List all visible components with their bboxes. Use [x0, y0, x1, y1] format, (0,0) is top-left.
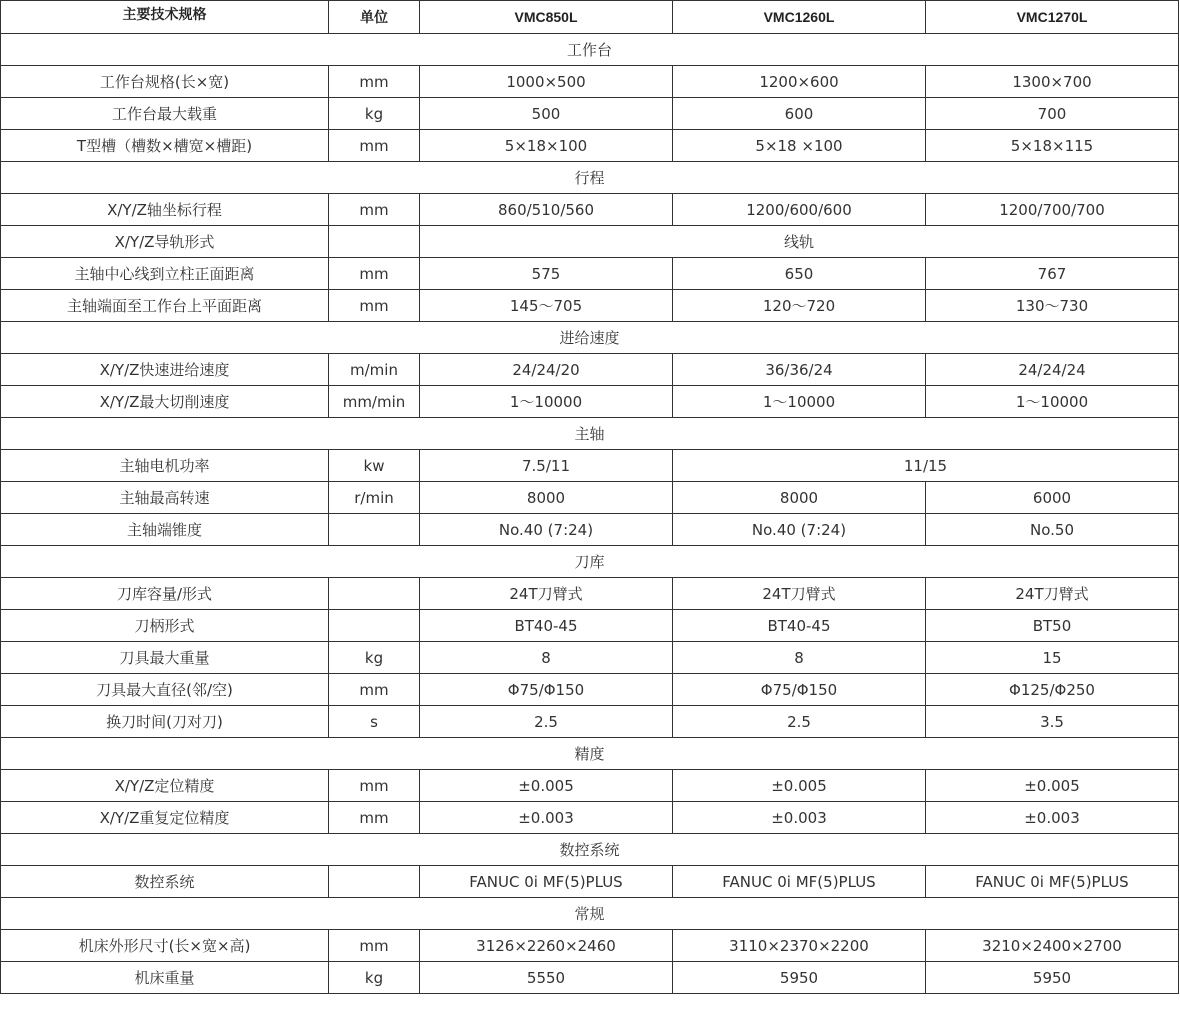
table-row	[1, 450, 1179, 482]
section-row	[1, 162, 1179, 194]
unit-cell: m/min	[329, 354, 420, 386]
spec-label: 数控系统	[1, 866, 329, 898]
value-cell: 1200/600/600	[673, 194, 926, 226]
section-title: 工作台	[1, 34, 1179, 66]
spec-label: 换刀时间(刀对刀)	[1, 706, 329, 738]
unit-cell: mm	[329, 290, 420, 322]
spec-label: 机床重量	[1, 962, 329, 994]
value-cell: 500	[420, 98, 673, 130]
value-cell: 15	[926, 642, 1179, 674]
table-row	[1, 578, 1179, 610]
table-row	[1, 386, 1179, 418]
spec-label: 主轴电机功率	[1, 450, 329, 482]
spec-label: 刀柄形式	[1, 610, 329, 642]
value-cell: 11/15	[673, 450, 1179, 482]
value-cell: 24/24/24	[926, 354, 1179, 386]
unit-cell: mm	[329, 66, 420, 98]
spec-label: 主轴中心线到立柱正面距离	[1, 258, 329, 290]
spec-label: X/Y/Z最大切削速度	[1, 386, 329, 418]
value-cell: 650	[673, 258, 926, 290]
value-cell: 1300×700	[926, 66, 1179, 98]
unit-cell: mm	[329, 194, 420, 226]
value-cell: 5×18 ×100	[673, 130, 926, 162]
value-cell: 1～10000	[673, 386, 926, 418]
value-cell: 2.5	[673, 706, 926, 738]
value-cell: 130～730	[926, 290, 1179, 322]
spec-label: X/Y/Z导轨形式	[1, 226, 329, 258]
unit-cell: r/min	[329, 482, 420, 514]
unit-cell	[329, 226, 420, 258]
value-cell: 线轨	[420, 226, 1179, 258]
value-cell: 3110×2370×2200	[673, 930, 926, 962]
table-row	[1, 98, 1179, 130]
unit-cell	[329, 514, 420, 546]
header-unit: 单位	[329, 1, 420, 34]
value-cell: No.40 (7:24)	[673, 514, 926, 546]
section-row	[1, 898, 1179, 930]
value-cell: 8000	[673, 482, 926, 514]
value-cell: 120～720	[673, 290, 926, 322]
table-row	[1, 66, 1179, 98]
table-row	[1, 258, 1179, 290]
spec-label: 刀具最大重量	[1, 642, 329, 674]
value-cell: 767	[926, 258, 1179, 290]
section-title: 常规	[1, 898, 1179, 930]
value-cell: ±0.005	[673, 770, 926, 802]
unit-cell: mm	[329, 130, 420, 162]
value-cell: BT40-45	[673, 610, 926, 642]
value-cell: 1200×600	[673, 66, 926, 98]
section-title: 数控系统	[1, 834, 1179, 866]
section-row	[1, 738, 1179, 770]
table-row	[1, 130, 1179, 162]
table-row	[1, 866, 1179, 898]
unit-cell: mm/min	[329, 386, 420, 418]
value-cell: 860/510/560	[420, 194, 673, 226]
unit-cell: kg	[329, 962, 420, 994]
header-model-vmc1270l: VMC1270L	[926, 1, 1179, 34]
value-cell: 3126×2260×2460	[420, 930, 673, 962]
value-cell: 36/36/24	[673, 354, 926, 386]
table-row	[1, 962, 1179, 994]
value-cell: Φ75/Φ150	[420, 674, 673, 706]
header-row	[1, 1, 1179, 34]
table-row	[1, 674, 1179, 706]
header-model-vmc1260l: VMC1260L	[673, 1, 926, 34]
table-row	[1, 290, 1179, 322]
value-cell: 575	[420, 258, 673, 290]
section-row	[1, 546, 1179, 578]
table-row	[1, 706, 1179, 738]
value-cell: ±0.003	[673, 802, 926, 834]
value-cell: FANUC 0i MF(5)PLUS	[926, 866, 1179, 898]
table-row	[1, 354, 1179, 386]
value-cell: 5550	[420, 962, 673, 994]
section-row	[1, 418, 1179, 450]
value-cell: ±0.005	[926, 770, 1179, 802]
spec-label: 主轴端面至工作台上平面距离	[1, 290, 329, 322]
value-cell: 1～10000	[926, 386, 1179, 418]
value-cell: 2.5	[420, 706, 673, 738]
spec-label: X/Y/Z定位精度	[1, 770, 329, 802]
unit-cell: mm	[329, 258, 420, 290]
value-cell: 600	[673, 98, 926, 130]
spec-label: 主轴最高转速	[1, 482, 329, 514]
value-cell: 1200/700/700	[926, 194, 1179, 226]
table-row	[1, 610, 1179, 642]
section-title: 刀库	[1, 546, 1179, 578]
value-cell: Φ125/Φ250	[926, 674, 1179, 706]
section-title: 主轴	[1, 418, 1179, 450]
value-cell: No.50	[926, 514, 1179, 546]
unit-cell: mm	[329, 674, 420, 706]
value-cell: 24T刀臂式	[673, 578, 926, 610]
unit-cell	[329, 866, 420, 898]
unit-cell: kg	[329, 98, 420, 130]
unit-cell: kg	[329, 642, 420, 674]
value-cell: 8000	[420, 482, 673, 514]
value-cell: 3210×2400×2700	[926, 930, 1179, 962]
table-row	[1, 930, 1179, 962]
value-cell: 1000×500	[420, 66, 673, 98]
value-cell: 145～705	[420, 290, 673, 322]
value-cell: 5950	[673, 962, 926, 994]
table-row	[1, 482, 1179, 514]
spec-body	[1, 34, 1179, 994]
table-row	[1, 514, 1179, 546]
value-cell: 24T刀臂式	[420, 578, 673, 610]
spec-label: 主轴端锥度	[1, 514, 329, 546]
value-cell: ±0.003	[420, 802, 673, 834]
value-cell: 7.5/11	[420, 450, 673, 482]
unit-cell: mm	[329, 930, 420, 962]
spec-label: 工作台最大载重	[1, 98, 329, 130]
table-row	[1, 802, 1179, 834]
spec-label: X/Y/Z轴坐标行程	[1, 194, 329, 226]
table-row	[1, 770, 1179, 802]
value-cell: Φ75/Φ150	[673, 674, 926, 706]
value-cell: 6000	[926, 482, 1179, 514]
value-cell: 8	[673, 642, 926, 674]
spec-label: X/Y/Z快速进给速度	[1, 354, 329, 386]
value-cell: BT50	[926, 610, 1179, 642]
table-row	[1, 226, 1179, 258]
spec-label: T型槽（槽数×槽宽×槽距)	[1, 130, 329, 162]
value-cell: 5×18×100	[420, 130, 673, 162]
section-row	[1, 34, 1179, 66]
value-cell: 5950	[926, 962, 1179, 994]
unit-cell: mm	[329, 802, 420, 834]
value-cell: 1～10000	[420, 386, 673, 418]
spec-label: 机床外形尺寸(长×宽×高)	[1, 930, 329, 962]
spec-label: X/Y/Z重复定位精度	[1, 802, 329, 834]
value-cell: FANUC 0i MF(5)PLUS	[673, 866, 926, 898]
value-cell: ±0.005	[420, 770, 673, 802]
value-cell: BT40-45	[420, 610, 673, 642]
value-cell: FANUC 0i MF(5)PLUS	[420, 866, 673, 898]
unit-cell: mm	[329, 770, 420, 802]
spec-label: 刀具最大直径(邻/空)	[1, 674, 329, 706]
value-cell: 5×18×115	[926, 130, 1179, 162]
header-model-vmc850l: VMC850L	[420, 1, 673, 34]
value-cell: No.40 (7:24)	[420, 514, 673, 546]
spec-label: 工作台规格(长×宽)	[1, 66, 329, 98]
value-cell: ±0.003	[926, 802, 1179, 834]
section-title: 精度	[1, 738, 1179, 770]
table-row	[1, 642, 1179, 674]
value-cell: 24/24/20	[420, 354, 673, 386]
section-title: 行程	[1, 162, 1179, 194]
unit-cell: s	[329, 706, 420, 738]
header-spec: 主要技术规格	[1, 1, 329, 34]
value-cell: 8	[420, 642, 673, 674]
value-cell: 24T刀臂式	[926, 578, 1179, 610]
section-row	[1, 322, 1179, 354]
table-row	[1, 194, 1179, 226]
unit-cell	[329, 610, 420, 642]
value-cell: 700	[926, 98, 1179, 130]
section-row	[1, 834, 1179, 866]
section-title: 进给速度	[1, 322, 1179, 354]
unit-cell: kw	[329, 450, 420, 482]
unit-cell	[329, 578, 420, 610]
value-cell: 3.5	[926, 706, 1179, 738]
spec-label: 刀库容量/形式	[1, 578, 329, 610]
